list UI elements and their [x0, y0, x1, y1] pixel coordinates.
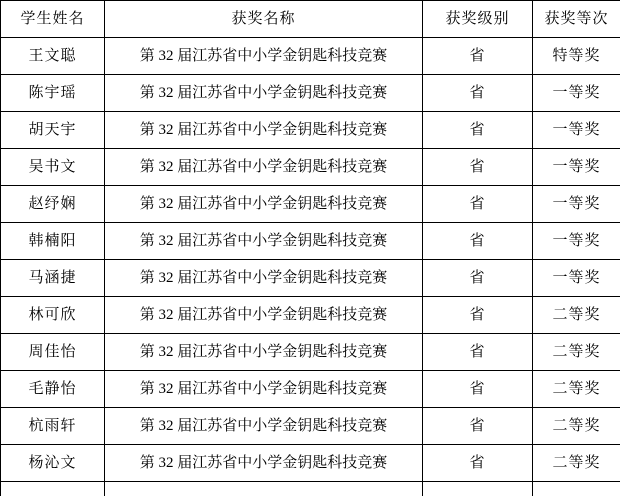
table-row: [1, 186, 620, 223]
cell-award-name: 第 32 届江苏省中小学金钥匙科技竞赛: [105, 223, 423, 260]
table-row: [1, 149, 620, 186]
cell-award-rank: 一等奖: [533, 186, 620, 223]
cell-award-rank: 一等奖: [533, 260, 620, 297]
cell-student-name: 马涵捷: [1, 260, 105, 297]
cell-student-name: 胡天宇: [1, 112, 105, 149]
cell-award-rank: 特等奖: [533, 38, 620, 75]
cell-student-name: 毛静怡: [1, 371, 105, 408]
table-row: [1, 445, 620, 482]
column-header-award-level: 获奖级别: [423, 1, 533, 38]
cell-student-name: 周佳怡: [1, 334, 105, 371]
table-row: [1, 371, 620, 408]
cell-award-rank: 二等奖: [533, 334, 620, 371]
table-header: [1, 1, 620, 38]
cell-award-name: 第 32 届江苏省中小学金钥匙科技竞赛: [105, 38, 423, 75]
cell-award-level: 省: [423, 334, 533, 371]
table-row-partial: [1, 482, 620, 496]
table-body: [1, 38, 620, 496]
cell-award-level: 省: [423, 297, 533, 334]
cell-award-name: 第 32 届江苏省中小学金钥匙科技竞赛: [105, 186, 423, 223]
cell-award-rank: 二等奖: [533, 445, 620, 482]
table-row: [1, 223, 620, 260]
table-row: [1, 112, 620, 149]
cell-student-name: 韩楠阳: [1, 223, 105, 260]
cell-student-name: 杭雨轩: [1, 408, 105, 445]
cell-award-rank: [533, 482, 620, 496]
cell-award-name: 第 32 届江苏省中小学金钥匙科技竞赛: [105, 260, 423, 297]
column-header-award-rank: 获奖等次: [533, 1, 620, 38]
table-row: [1, 334, 620, 371]
cell-student-name: 赵纾娴: [1, 186, 105, 223]
cell-award-rank: 一等奖: [533, 149, 620, 186]
column-header-student-name: 学生姓名: [1, 1, 105, 38]
cell-student-name: 林可欣: [1, 297, 105, 334]
cell-award-name: 第 32 届江苏省中小学金钥匙科技竞赛: [105, 112, 423, 149]
cell-award-level: 省: [423, 408, 533, 445]
cell-award-name: 第 32 届江苏省中小学金钥匙科技竞赛: [105, 149, 423, 186]
cell-award-level: 省: [423, 112, 533, 149]
cell-award-rank: 一等奖: [533, 112, 620, 149]
column-header-award-name: 获奖名称: [105, 1, 423, 38]
cell-award-rank: 二等奖: [533, 297, 620, 334]
cell-award-name: 第 32 届江苏省中小学金钥匙科技竞赛: [105, 334, 423, 371]
table-header-row: [1, 1, 620, 38]
cell-award-name: 第 32 届江苏省中小学金钥匙科技竞赛: [105, 445, 423, 482]
cell-award-rank: 二等奖: [533, 408, 620, 445]
table-row: [1, 75, 620, 112]
cell-award-level: 省: [423, 223, 533, 260]
cell-award-level: 省: [423, 75, 533, 112]
cell-student-name: [1, 482, 105, 496]
cell-award-name: 第 32 届江苏省中小学金钥匙科技竞赛: [105, 408, 423, 445]
table-row: [1, 38, 620, 75]
cell-award-level: 省: [423, 186, 533, 223]
cell-student-name: 杨沁文: [1, 445, 105, 482]
cell-award-level: [423, 482, 533, 496]
cell-award-level: 省: [423, 260, 533, 297]
cell-award-rank: 一等奖: [533, 75, 620, 112]
cell-award-name: 第 32 届江苏省中小学金钥匙科技竞赛: [105, 297, 423, 334]
cell-award-level: 省: [423, 149, 533, 186]
cell-award-rank: 二等奖: [533, 371, 620, 408]
table-row: [1, 297, 620, 334]
cell-award-name: [105, 482, 423, 496]
cell-student-name: 吴书文: [1, 149, 105, 186]
cell-award-level: 省: [423, 38, 533, 75]
cell-student-name: 王文聪: [1, 38, 105, 75]
table-row: [1, 260, 620, 297]
table-row: [1, 408, 620, 445]
cell-award-rank: 一等奖: [533, 223, 620, 260]
cell-student-name: 陈宇瑶: [1, 75, 105, 112]
cell-award-name: 第 32 届江苏省中小学金钥匙科技竞赛: [105, 371, 423, 408]
cell-award-level: 省: [423, 445, 533, 482]
cell-award-level: 省: [423, 371, 533, 408]
cell-award-name: 第 32 届江苏省中小学金钥匙科技竞赛: [105, 75, 423, 112]
